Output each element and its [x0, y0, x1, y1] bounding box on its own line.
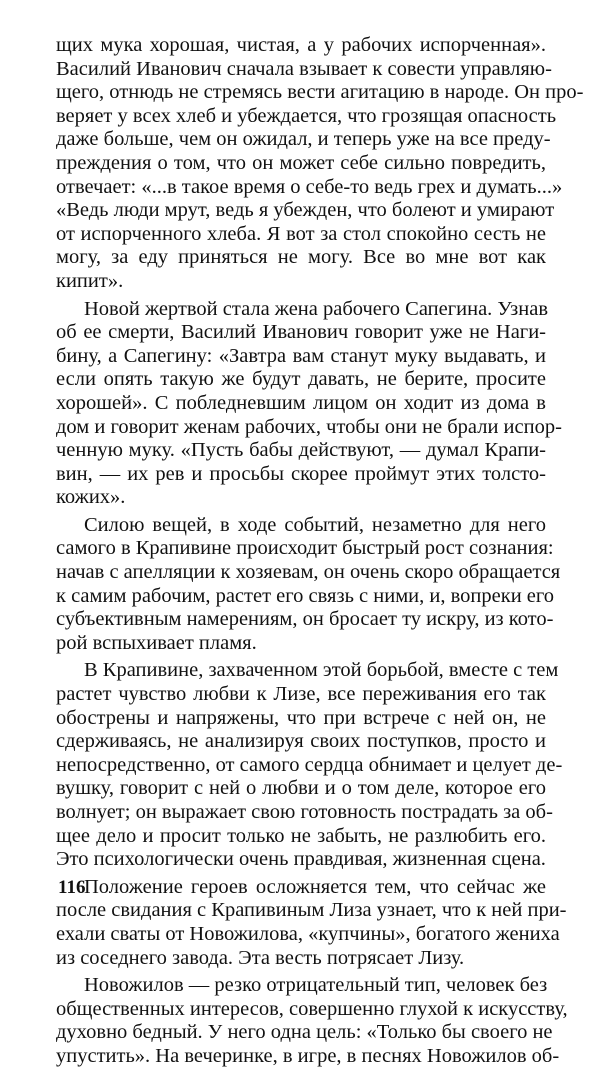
text-line: щее дело и просит только не забыть, не разлюбить его. — [56, 824, 546, 847]
text-line: из соседнего завода. Эта весть потрясает Лизу. — [56, 946, 465, 969]
text-line: об ее смерти, Василий Иванович говорит уже не Наги- — [56, 321, 546, 344]
text-line: от испорченного хлеба. Я вот за стол спокойно сесть не — [56, 222, 546, 245]
text-line: щего, отнюдь не стремясь вести агитацию в народе. Он про- — [56, 81, 584, 104]
text-line: начав с апелляции к хозяевам, он очень скоро обращается — [56, 561, 561, 584]
text-line: ченную муку. «Пусть бабы действуют, — думал Крапи- — [56, 439, 546, 462]
text-line: кипит». — [56, 269, 124, 292]
text-line: бину, а Сапегину: «Завтра вам станут муку выдавать, и — [56, 344, 546, 367]
text-line: духовно бедный. У него одна цель: «Только бы своего не — [56, 1021, 553, 1044]
text-line: непосредственно, от самого сердца обнимает и целует де- — [56, 753, 563, 776]
text-line: щих мука хорошая, чистая, а у рабочих испорченная». — [56, 34, 546, 56]
text-line: Положение героев осложняется тем, что сейчас же — [84, 875, 546, 898]
text-line: Василий Иванович сначала взывает к совести управляю- — [56, 57, 552, 80]
text-line: «Ведь люди мрут, ведь я убежден, что болеют и умирают — [56, 199, 555, 222]
text-line: вин, — их рев и просьбы скорее проймут этих толсто- — [56, 462, 546, 485]
text-line: волнует; он выражает свою готовность пострадать за об- — [56, 801, 553, 823]
text-line: В Крапивине, захваченном этой борьбой, вместе с тем — [84, 659, 559, 682]
text-line: кожих». — [56, 486, 126, 509]
text-line: обострены и напряжены, что при встрече с ней он, не — [56, 706, 546, 729]
text-line: субъективным намерениям, он бросает ту искру, из кото- — [56, 608, 554, 631]
text-line: могу, за еду приняться не могу. Все во мне вот как — [56, 246, 546, 269]
text-line: растет чувство любви к Лизе, все переживания его так — [56, 683, 546, 706]
text-line: отвечает: «...в такое время о себе-то ведь грех и думать...» — [56, 175, 563, 198]
text-line: преждения о том, что он может себе сильно повредить, — [56, 151, 546, 174]
text-line: веряет у всех хлеб и убеждается, что грозящая опасность — [56, 104, 557, 127]
text-line: дом и говорит женам рабочих, чтобы они не брали испор- — [56, 415, 562, 438]
page-body — [56, 34, 584, 1069]
text-line: к самим рабочим, растет его связь с ними, и, вопреки его — [56, 584, 555, 607]
text-line: Новой жертвой стала жена рабочего Сапегина. Узнав — [84, 297, 548, 320]
text-line: ехали сваты от Новожилова, «купчины», богатого жениха — [56, 922, 560, 945]
page-number: 116 — [58, 877, 86, 898]
text-line: сдерживаясь, не анализируя своих поступков, просто и — [56, 730, 546, 753]
text-line: самого в Крапивине происходит быстрый рост сознания: — [56, 537, 554, 560]
text-line: Это психологически очень правдивая, жизненная сцена. — [56, 848, 546, 871]
text-line: общественных интересов, совершенно глухой к искусству, — [56, 997, 568, 1020]
paragraph-3 — [56, 513, 561, 656]
text-line: даже больше, чем он ожидал, и теперь уже на все преду- — [56, 128, 551, 151]
paragraph-5 — [56, 875, 567, 970]
text-line: если опять такую же будут давать, не берите, просите — [56, 368, 546, 391]
paragraph-6 — [56, 974, 568, 1068]
text-line: Новожилов — резко отрицательный тип, человек без — [84, 974, 548, 997]
text-line: после свидания с Крапивиным Лиза узнает, что к ней при- — [56, 899, 567, 922]
text-line: рой вспыхивает пламя. — [56, 631, 257, 654]
paragraph-2 — [56, 297, 562, 510]
text-line: Силою вещей, в ходе событий, незаметно для него — [84, 513, 546, 536]
text-line: хорошей». С побледневшим лицом он ходит из дома в — [56, 391, 546, 414]
paragraph-4 — [56, 659, 563, 871]
text-line: вушку, говорит с ней о любви и о том деле, которое его — [56, 777, 546, 800]
paragraph-1 — [56, 34, 584, 294]
text-line: упустить». На вечеринке, в игре, в песнях Новожилов об- — [56, 1044, 560, 1067]
